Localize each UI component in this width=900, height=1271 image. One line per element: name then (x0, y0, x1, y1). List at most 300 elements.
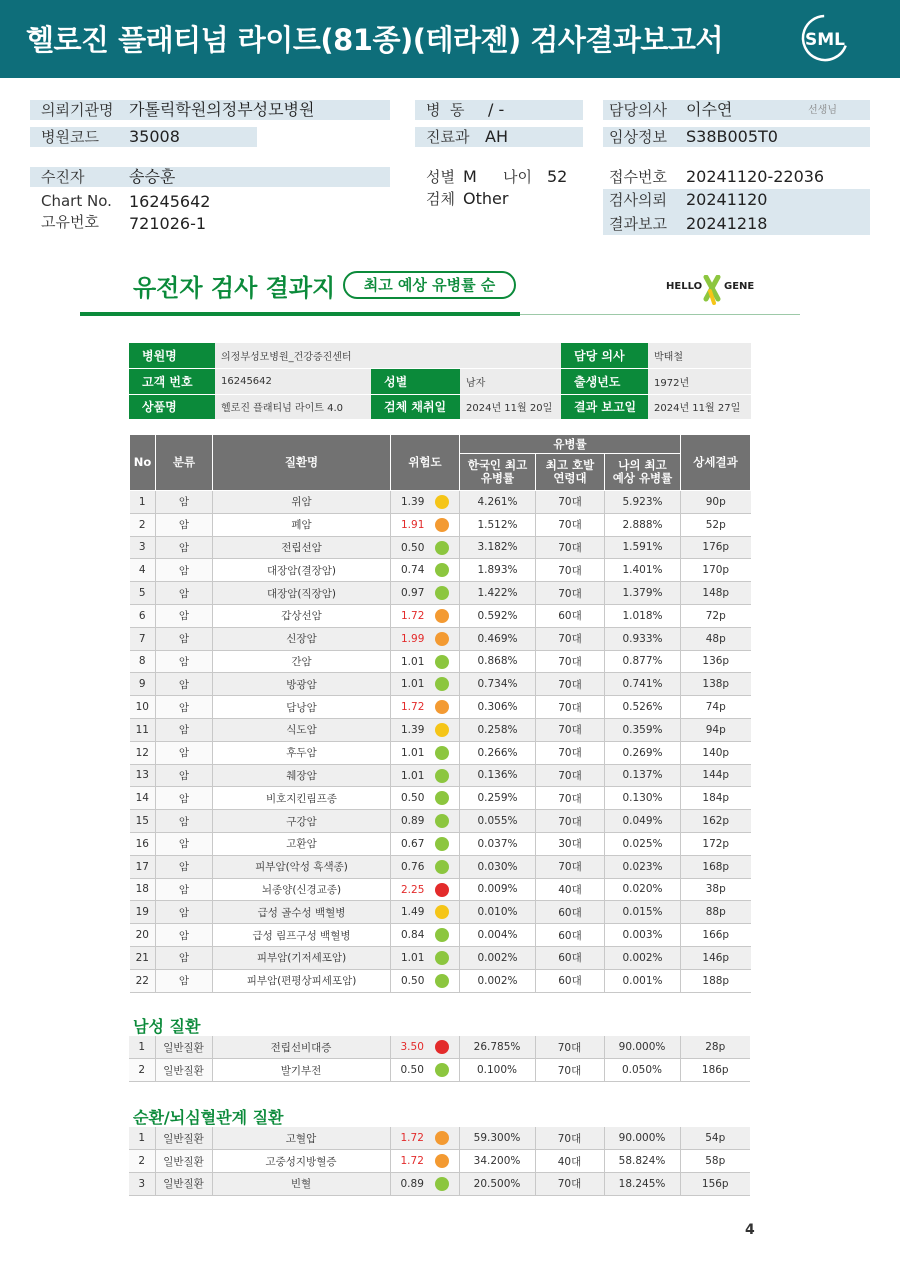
hospital-code-label: 병원코드 (41, 128, 99, 146)
risk-level-dot-icon (435, 1040, 449, 1054)
row-no: 19 (130, 901, 156, 924)
row-category: 암 (156, 969, 213, 992)
row-detail-page: 172p (681, 832, 751, 855)
age-value: 52 (547, 167, 568, 186)
row-detail-page: 52p (681, 513, 751, 536)
table-row (130, 513, 751, 536)
unique-value: 721026-1 (129, 214, 207, 233)
row-detail-page: 138p (681, 673, 751, 696)
row-my-max: 0.137% (605, 764, 681, 787)
report-title: 헬로진 플래티넘 라이트(81종)(테라젠) 검사결과보고서 (26, 23, 723, 57)
risk-value: 1.01 (401, 678, 425, 691)
risk-value: 1.72 (400, 1155, 424, 1168)
row-risk (390, 1059, 459, 1082)
col-risk: 위험도 (391, 435, 460, 491)
row-my-max: 0.526% (605, 696, 681, 719)
row-disease-name: 담낭암 (213, 696, 391, 719)
row-my-max: 1.591% (605, 536, 681, 559)
row-my-max: 0.050% (604, 1059, 680, 1082)
risk-value: 1.01 (401, 746, 425, 759)
row-disease-name: 방광암 (213, 673, 391, 696)
row-detail-page: 48p (681, 627, 751, 650)
result-label: 결과보고 (609, 215, 667, 233)
row-detail-page: 28p (680, 1036, 750, 1059)
row-korean-max: 0.002% (460, 946, 536, 969)
risk-value: 1.01 (401, 655, 425, 668)
row-peak-age: 70대 (536, 650, 605, 673)
risk-level-dot-icon (435, 723, 449, 737)
row-korean-max: 0.592% (460, 604, 536, 627)
risk-level-dot-icon (435, 518, 449, 532)
row-peak-age: 40대 (536, 878, 605, 901)
risk-level-dot-icon (435, 586, 449, 600)
row-category: 일반질환 (155, 1059, 212, 1082)
row-risk (391, 604, 460, 627)
row-korean-max: 34.200% (459, 1150, 535, 1173)
product-value: 헬로진 플래티넘 라이트 4.0 (215, 394, 371, 420)
risk-level-dot-icon (435, 951, 449, 965)
row-category: 암 (156, 696, 213, 719)
row-my-max: 0.025% (605, 832, 681, 855)
ward-value: / - (488, 100, 505, 119)
brand-left: HELLO (666, 281, 703, 292)
col-category: 분류 (156, 435, 213, 491)
row-risk (391, 491, 460, 514)
brand-right: GENE (724, 281, 755, 292)
row-category: 일반질환 (155, 1150, 212, 1173)
row-risk (391, 764, 460, 787)
row-disease-name: 급성 림프구성 백혈병 (213, 924, 391, 947)
row-category: 암 (156, 718, 213, 741)
row-category: 암 (156, 946, 213, 969)
row-disease-name: 간암 (213, 650, 391, 673)
row-no: 2 (129, 1059, 155, 1082)
risk-value: 0.97 (401, 587, 425, 600)
row-disease-name: 구강암 (213, 810, 391, 833)
row-no: 11 (130, 718, 156, 741)
row-korean-max: 59.300% (459, 1127, 535, 1150)
specimen-value: Other (463, 189, 509, 208)
table-row (130, 696, 751, 719)
risk-value: 0.74 (401, 564, 425, 577)
row-detail-page: 168p (681, 855, 751, 878)
row-peak-age: 70대 (536, 513, 605, 536)
row-peak-age: 70대 (536, 741, 605, 764)
test-req-value: 20241120 (686, 190, 768, 209)
row-korean-max: 26.785% (459, 1036, 535, 1059)
table-row (130, 582, 751, 605)
row-my-max: 58.824% (604, 1150, 680, 1173)
row-peak-age: 60대 (536, 924, 605, 947)
row-risk (391, 946, 460, 969)
row-risk (391, 718, 460, 741)
table-row (129, 1059, 750, 1082)
row-detail-page: 136p (681, 650, 751, 673)
risk-level-dot-icon (435, 1177, 449, 1191)
row-no: 9 (130, 673, 156, 696)
report-date-value: 2024년 11월 27일 (648, 394, 751, 420)
ward-label: 병 동 (426, 101, 465, 119)
department-value: AH (485, 127, 508, 146)
row-disease-name: 고혈압 (212, 1127, 390, 1150)
row-peak-age: 70대 (535, 1036, 604, 1059)
hospital-code-value: 35008 (129, 127, 180, 146)
row-no: 6 (130, 604, 156, 627)
col-peak-age-line1: 최고 호발 (545, 458, 595, 472)
hospital-value: 의정부성모병원_건강증진센터 (215, 343, 561, 369)
row-category: 암 (156, 855, 213, 878)
risk-level-dot-icon (435, 1154, 449, 1168)
row-detail-page: 90p (681, 491, 751, 514)
table-row (130, 787, 751, 810)
row-disease-name: 피부암(편평상피세포암) (213, 969, 391, 992)
row-category: 암 (156, 787, 213, 810)
row-korean-max: 0.100% (459, 1059, 535, 1082)
col-detail: 상세결과 (681, 435, 751, 491)
risk-value: 0.67 (401, 837, 425, 850)
doctor-value: 이수연 (686, 100, 733, 119)
row-category: 일반질환 (155, 1173, 212, 1196)
row-my-max: 18.245% (604, 1173, 680, 1196)
table-row (130, 901, 751, 924)
risk-value: 0.89 (401, 815, 425, 828)
row-peak-age: 70대 (536, 718, 605, 741)
risk-value: 1.49 (401, 906, 425, 919)
row-peak-age: 60대 (536, 901, 605, 924)
row-category: 암 (156, 901, 213, 924)
row-detail-page: 170p (681, 559, 751, 582)
table-row (129, 1173, 750, 1196)
table-row (129, 1127, 750, 1150)
table-row (130, 969, 751, 992)
col-korean-max (460, 454, 536, 491)
risk-value: 0.76 (401, 860, 425, 873)
receipt-label: 접수번호 (609, 168, 667, 186)
clinical-value: S38B005T0 (686, 127, 778, 146)
row-detail-page: 176p (681, 536, 751, 559)
row-peak-age: 70대 (536, 559, 605, 582)
row-risk (390, 1127, 459, 1150)
male-section-title: 남성 질환 (133, 1017, 201, 1036)
row-my-max: 0.359% (605, 718, 681, 741)
row-korean-max: 0.055% (460, 810, 536, 833)
row-risk (391, 559, 460, 582)
risk-value: 1.39 (401, 496, 425, 508)
row-no: 2 (129, 1150, 155, 1173)
row-detail-page: 94p (681, 718, 751, 741)
table-row (130, 810, 751, 833)
specimen-label: 검체 (426, 190, 455, 208)
risk-value: 0.50 (401, 974, 425, 987)
row-disease-name: 뇌종양(신경교종) (213, 878, 391, 901)
row-no: 2 (130, 513, 156, 536)
request-org-label: 의뢰기관명 (41, 101, 114, 119)
table-row (130, 604, 751, 627)
row-no: 1 (130, 491, 156, 514)
risk-level-dot-icon (435, 746, 449, 760)
col-korean-max-line2: 유병률 (480, 471, 515, 485)
sex-label: 성별 (371, 369, 460, 395)
row-korean-max: 0.259% (460, 787, 536, 810)
row-no: 21 (130, 946, 156, 969)
row-no: 8 (130, 650, 156, 673)
row-korean-max: 0.136% (460, 764, 536, 787)
table-row (130, 741, 751, 764)
row-no: 5 (130, 582, 156, 605)
table-row (130, 491, 751, 514)
row-detail-page: 186p (680, 1059, 750, 1082)
product-label: 상품명 (129, 394, 215, 420)
risk-level-dot-icon (435, 974, 449, 988)
row-korean-max: 1.512% (460, 513, 536, 536)
sex-value: 남자 (460, 369, 561, 395)
table-row (130, 559, 751, 582)
row-no: 12 (130, 741, 156, 764)
row-risk (391, 855, 460, 878)
row-my-max: 0.933% (605, 627, 681, 650)
row-korean-max: 0.306% (460, 696, 536, 719)
row-korean-max: 20.500% (459, 1173, 535, 1196)
col-peak-age-line2: 연령대 (553, 471, 587, 485)
doctor-value: 박태철 (648, 343, 751, 369)
row-peak-age: 70대 (536, 536, 605, 559)
row-category: 암 (156, 673, 213, 696)
risk-level-dot-icon (435, 769, 449, 783)
row-no: 18 (130, 878, 156, 901)
patient-value: 송승훈 (129, 167, 176, 186)
row-category: 암 (156, 513, 213, 536)
circ-section-title: 순환/뇌심혈관계 질환 (133, 1108, 284, 1127)
risk-level-dot-icon (435, 928, 449, 942)
circ-results-table (129, 1127, 750, 1196)
row-category: 암 (156, 650, 213, 673)
row-peak-age: 70대 (536, 764, 605, 787)
row-my-max: 2.888% (605, 513, 681, 536)
row-no: 16 (130, 832, 156, 855)
row-detail-page: 162p (681, 810, 751, 833)
row-peak-age: 70대 (536, 582, 605, 605)
risk-value: 3.50 (400, 1041, 424, 1053)
row-peak-age: 60대 (536, 946, 605, 969)
table-row (130, 764, 751, 787)
row-disease-name: 신장암 (213, 627, 391, 650)
row-korean-max: 0.258% (460, 718, 536, 741)
section-subtitle-pill: 최고 예상 유병률 순 (343, 271, 516, 299)
risk-level-dot-icon (435, 655, 449, 669)
row-category: 암 (156, 832, 213, 855)
row-korean-max: 0.004% (460, 924, 536, 947)
risk-value: 1.01 (401, 769, 425, 782)
risk-level-dot-icon (435, 541, 449, 555)
row-risk (391, 696, 460, 719)
risk-level-dot-icon (435, 563, 449, 577)
row-detail-page: 74p (681, 696, 751, 719)
row-category: 일반질환 (155, 1127, 212, 1150)
row-korean-max: 0.030% (460, 855, 536, 878)
row-my-max: 0.130% (605, 787, 681, 810)
row-detail-page: 72p (681, 604, 751, 627)
row-disease-name: 고중성지방혈증 (212, 1150, 390, 1173)
row-my-max: 0.003% (605, 924, 681, 947)
row-disease-name: 췌장암 (213, 764, 391, 787)
risk-level-dot-icon (435, 860, 449, 874)
row-peak-age: 70대 (536, 627, 605, 650)
request-org-value: 가톨릭학원의정부성모병원 (129, 100, 315, 119)
row-disease-name: 피부암(악성 흑색종) (213, 855, 391, 878)
row-disease-name: 전립선암 (213, 536, 391, 559)
row-disease-name: 발기부전 (212, 1059, 390, 1082)
doctor-suffix: 선생님 (808, 105, 837, 116)
table-row (130, 878, 751, 901)
row-disease-name: 대장암(직장암) (213, 582, 391, 605)
row-category: 일반질환 (155, 1036, 212, 1059)
row-no: 22 (130, 969, 156, 992)
row-detail-page: 38p (681, 878, 751, 901)
row-risk (391, 969, 460, 992)
customer-info-table (129, 343, 751, 420)
row-peak-age: 30대 (536, 832, 605, 855)
row-risk (391, 536, 460, 559)
table-row (129, 1036, 750, 1059)
sml-logo (798, 12, 852, 64)
row-risk (391, 741, 460, 764)
sample-date-value: 2024년 11월 20일 (460, 394, 561, 420)
row-peak-age: 70대 (535, 1059, 604, 1082)
row-no: 14 (130, 787, 156, 810)
age-label: 나이 (503, 168, 532, 186)
row-no: 15 (130, 810, 156, 833)
risk-value: 2.25 (401, 883, 425, 896)
row-category: 암 (156, 582, 213, 605)
row-category: 암 (156, 878, 213, 901)
row-my-max: 0.741% (605, 673, 681, 696)
report-header (0, 0, 900, 78)
row-risk (390, 1036, 459, 1059)
row-no: 3 (130, 536, 156, 559)
customer-value: 16245642 (215, 369, 371, 395)
risk-value: 0.89 (400, 1178, 424, 1191)
sex-label: 성별 (426, 168, 455, 186)
row-disease-name: 갑상선암 (213, 604, 391, 627)
table-row (130, 718, 751, 741)
row-disease-name: 대장암(결장암) (213, 559, 391, 582)
col-my-max (605, 454, 681, 491)
row-risk (391, 901, 460, 924)
receipt-value: 20241120-22036 (686, 167, 825, 186)
row-detail-page: 166p (681, 924, 751, 947)
row-peak-age: 70대 (536, 787, 605, 810)
col-peak-age (536, 454, 605, 491)
row-my-max: 90.000% (604, 1036, 680, 1059)
row-peak-age: 70대 (536, 491, 605, 514)
risk-value: 0.84 (401, 929, 425, 942)
row-no: 17 (130, 855, 156, 878)
risk-level-dot-icon (435, 609, 449, 623)
row-category: 암 (156, 764, 213, 787)
row-no: 10 (130, 696, 156, 719)
risk-value: 1.72 (401, 701, 425, 714)
row-peak-age: 70대 (536, 673, 605, 696)
row-risk (391, 832, 460, 855)
row-category: 암 (156, 627, 213, 650)
row-detail-page: 58p (680, 1150, 750, 1173)
row-no: 13 (130, 764, 156, 787)
table-row (130, 832, 751, 855)
row-my-max: 1.018% (605, 604, 681, 627)
row-my-max: 90.000% (604, 1127, 680, 1150)
risk-level-dot-icon (435, 677, 449, 691)
result-value: 20241218 (686, 214, 768, 233)
row-korean-max: 0.734% (460, 673, 536, 696)
chart-label: Chart No. (41, 192, 112, 210)
row-korean-max: 3.182% (460, 536, 536, 559)
section-title: 유전자 검사 결과지 (133, 274, 336, 302)
col-no: No (130, 435, 156, 491)
risk-level-dot-icon (435, 1131, 449, 1145)
row-korean-max: 0.037% (460, 832, 536, 855)
row-risk (391, 582, 460, 605)
risk-value: 1.72 (400, 1132, 424, 1144)
row-detail-page: 144p (681, 764, 751, 787)
hellogene-logo (666, 275, 766, 305)
chart-value: 16245642 (129, 192, 211, 211)
row-my-max: 0.269% (605, 741, 681, 764)
row-disease-name: 고환암 (213, 832, 391, 855)
row-disease-name: 식도암 (213, 718, 391, 741)
row-my-max: 0.049% (605, 810, 681, 833)
row-risk (391, 673, 460, 696)
row-detail-page: 184p (681, 787, 751, 810)
risk-level-dot-icon (435, 495, 449, 509)
row-detail-page: 148p (681, 582, 751, 605)
col-korean-max-line1: 한국인 최고 (467, 458, 528, 472)
cancer-results-table (129, 434, 751, 993)
row-detail-page: 54p (680, 1127, 750, 1150)
row-korean-max: 1.893% (460, 559, 536, 582)
risk-value: 0.50 (401, 792, 425, 805)
svg-text:SML: SML (805, 30, 845, 50)
row-risk (391, 878, 460, 901)
row-no: 1 (129, 1127, 155, 1150)
row-my-max: 0.020% (605, 878, 681, 901)
doctor-label: 담당 의사 (561, 343, 648, 369)
risk-level-dot-icon (435, 700, 449, 714)
hospital-label: 병원명 (129, 343, 215, 369)
row-no: 3 (129, 1173, 155, 1196)
row-my-max: 0.002% (605, 946, 681, 969)
risk-level-dot-icon (435, 791, 449, 805)
risk-value: 1.91 (401, 518, 425, 531)
row-korean-max: 0.266% (460, 741, 536, 764)
row-peak-age: 70대 (536, 696, 605, 719)
row-peak-age: 70대 (535, 1173, 604, 1196)
col-disease: 질환명 (213, 435, 391, 491)
row-detail-page: 88p (681, 901, 751, 924)
row-my-max: 0.877% (605, 650, 681, 673)
table-row (130, 673, 751, 696)
row-peak-age: 70대 (536, 810, 605, 833)
row-korean-max: 1.422% (460, 582, 536, 605)
row-risk (391, 513, 460, 536)
row-disease-name: 전립선비대증 (212, 1036, 390, 1059)
row-risk (391, 627, 460, 650)
report-date-label: 결과 보고일 (561, 394, 648, 420)
section-rule-accent (80, 312, 520, 316)
row-detail-page: 146p (681, 946, 751, 969)
risk-level-dot-icon (435, 883, 449, 897)
table-row (130, 855, 751, 878)
row-korean-max: 4.261% (460, 491, 536, 514)
